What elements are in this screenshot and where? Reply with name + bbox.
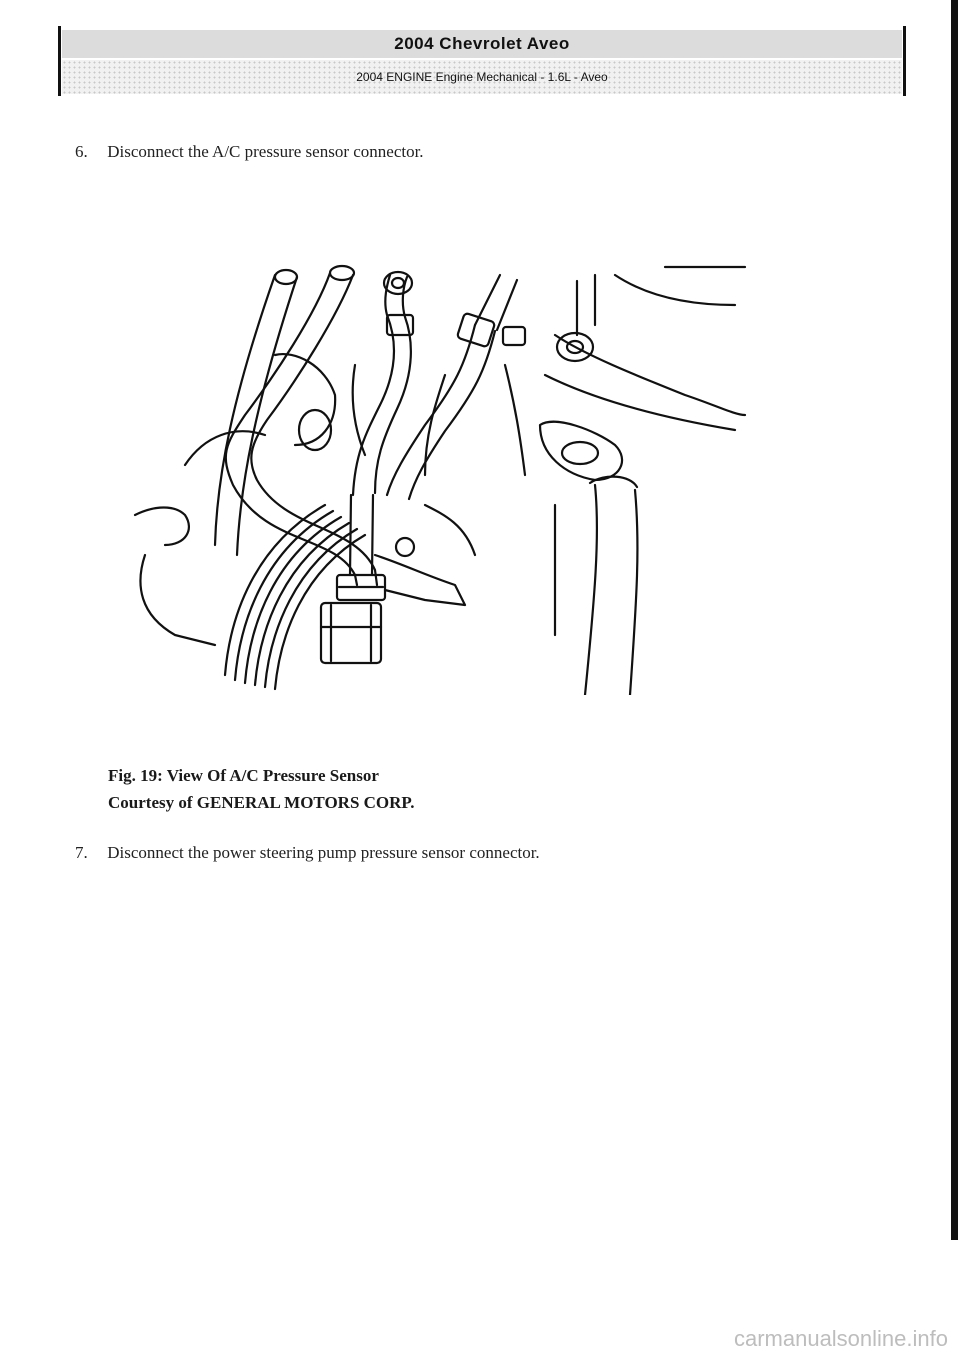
page-right-edge	[951, 0, 958, 1240]
figure-credit: Courtesy of GENERAL MOTORS CORP.	[108, 793, 415, 812]
step-text: Disconnect the A/C pressure sensor connector.	[107, 142, 424, 161]
step-6	[75, 142, 424, 162]
header-title: 2004 Chevrolet Aveo	[62, 30, 902, 58]
step-number: 6.	[75, 142, 88, 161]
figure-caption: Fig. 19: View Of A/C Pressure Sensor	[108, 766, 379, 785]
step-7	[75, 843, 540, 863]
header-left-bar	[58, 26, 61, 96]
engine-bay-illustration	[125, 255, 765, 695]
header-subtitle: 2004 ENGINE Engine Mechanical - 1.6L - Aveo	[62, 60, 902, 94]
watermark-text: carmanualsonline.info	[733, 1326, 948, 1351]
step-text: Disconnect the power steering pump pressure sensor connector.	[107, 843, 540, 862]
header-right-bar	[903, 26, 906, 96]
step-number: 7.	[75, 843, 88, 862]
